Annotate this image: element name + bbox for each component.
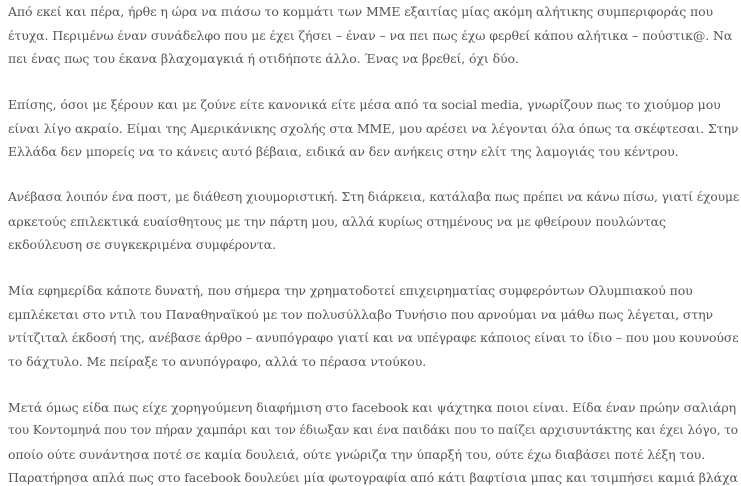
text-line: Παρατήρησα απλά πως στο facebook δουλεύει μία φωτογραφία από κάτι βαφτίσια μπας και τσιμπήσει καμιά βλάχα	[8, 470, 738, 485]
text-line: αρκετούς επιλεκτικά ευαίσθητους με την πάρτη μου, αλλά κυρίως στημένους να με φθείρουν πουλώντας	[8, 213, 666, 229]
text-line: Μία εφημερίδα κάποτε δυνατή, που σήμερα την χρηματοδοτεί επιχειρηματίας συμφερόντων Ολυμπιακού που	[8, 283, 693, 298]
text-line: εκδούλευση σε συγκεκριμένα συμφέροντα.	[8, 237, 276, 252]
text-line: το δάχτυλο. Με πείραξε το ανυπόγραφο, αλλά το πέρασα ντούκου.	[8, 353, 427, 369]
text-line: Μετά όμως είδα πως είχε χορηγούμενη διαφήμιση στο facebook και ψάχτηκα ποιοι είναι. Είδα έναν πρώην σαλιάρη	[8, 399, 737, 415]
text-line: πει ένας πως του έκανα βλαχομαγκιά ή οτιδήποτε άλλο. Ένας να βρεθεί, όχι δύο.	[8, 51, 519, 66]
paragraph-4	[8, 279, 741, 373]
paragraph-1	[8, 0, 741, 71]
text-line: εμπλέκεται στο ντιλ του Παναθηναϊκού με τον πολυσύλλαβο Τυνήσιο που αρνούμαι να μάθω πως λέγεται, στην	[8, 306, 714, 322]
text-line: του Κοντομηνά που τον πήραν χαμπάρι και τον έδιωξαν και ένα παιδάκι που το παίζει αρχισυντάκτης και έχει λόγο, το	[8, 423, 739, 437]
text-line: Επίσης, όσοι με ξέρουν και με ζούνε είτε κανονικά είτε μέσα από τα social media, γνωρίζουν πως το χιούμορ μου	[8, 97, 721, 112]
paragraph-3	[8, 186, 741, 257]
text-line: ντίτζιταλ έκδοσή της, ανέβασε άρθρο – ανυπόγραφο γιατί και να υπέγραφε κάποιος είναι το ίδιο – που μου κουνούσε	[8, 330, 739, 345]
text-line: οποίο ούτε συνάντησα ποτέ σε καμία δουλειά, ούτε γνώριζα την ύπαρξή του, ούτε έχω διαβάσει ποτέ λέξη του.	[8, 446, 705, 462]
paragraph-5	[8, 396, 741, 486]
text-line: έτυχα. Περιμένω έναν συνάδελφο που με έχει ζήσει – έναν – να πει πως έχω φερθεί κάπου αλήτικα – πούστικ@. Να	[8, 27, 733, 43]
paragraph-2	[8, 93, 741, 164]
text-line: Ανέβασα λοιπόν ένα ποστ, με διάθεση χιουμοριστική. Στη διάρκεια, κατάλαβα πως πρέπει να κάνω πίσω, γιατί έχουμε	[8, 190, 740, 204]
text-line: Από εκεί και πέρα, ήρθε η ώρα να πιάσω το κομμάτι των ΜΜΕ εξαιτίας μίας ακόμη αλήτικης συμπεριφοράς που	[8, 4, 714, 19]
text-line: είναι λίγο ακραίο. Είμαι της Αμερικάνικης σχολής στα ΜΜΕ, μου αρέσει να λέγονται όλα όπως τα σκέφτεσαι. Στην	[8, 120, 739, 136]
text-line: Ελλάδα δεν μπορείς να το κάνεις αυτό βέβαια, ειδικά αν δεν ανήκεις στην ελίτ της λαμογιάς του κέντρου.	[8, 144, 679, 159]
